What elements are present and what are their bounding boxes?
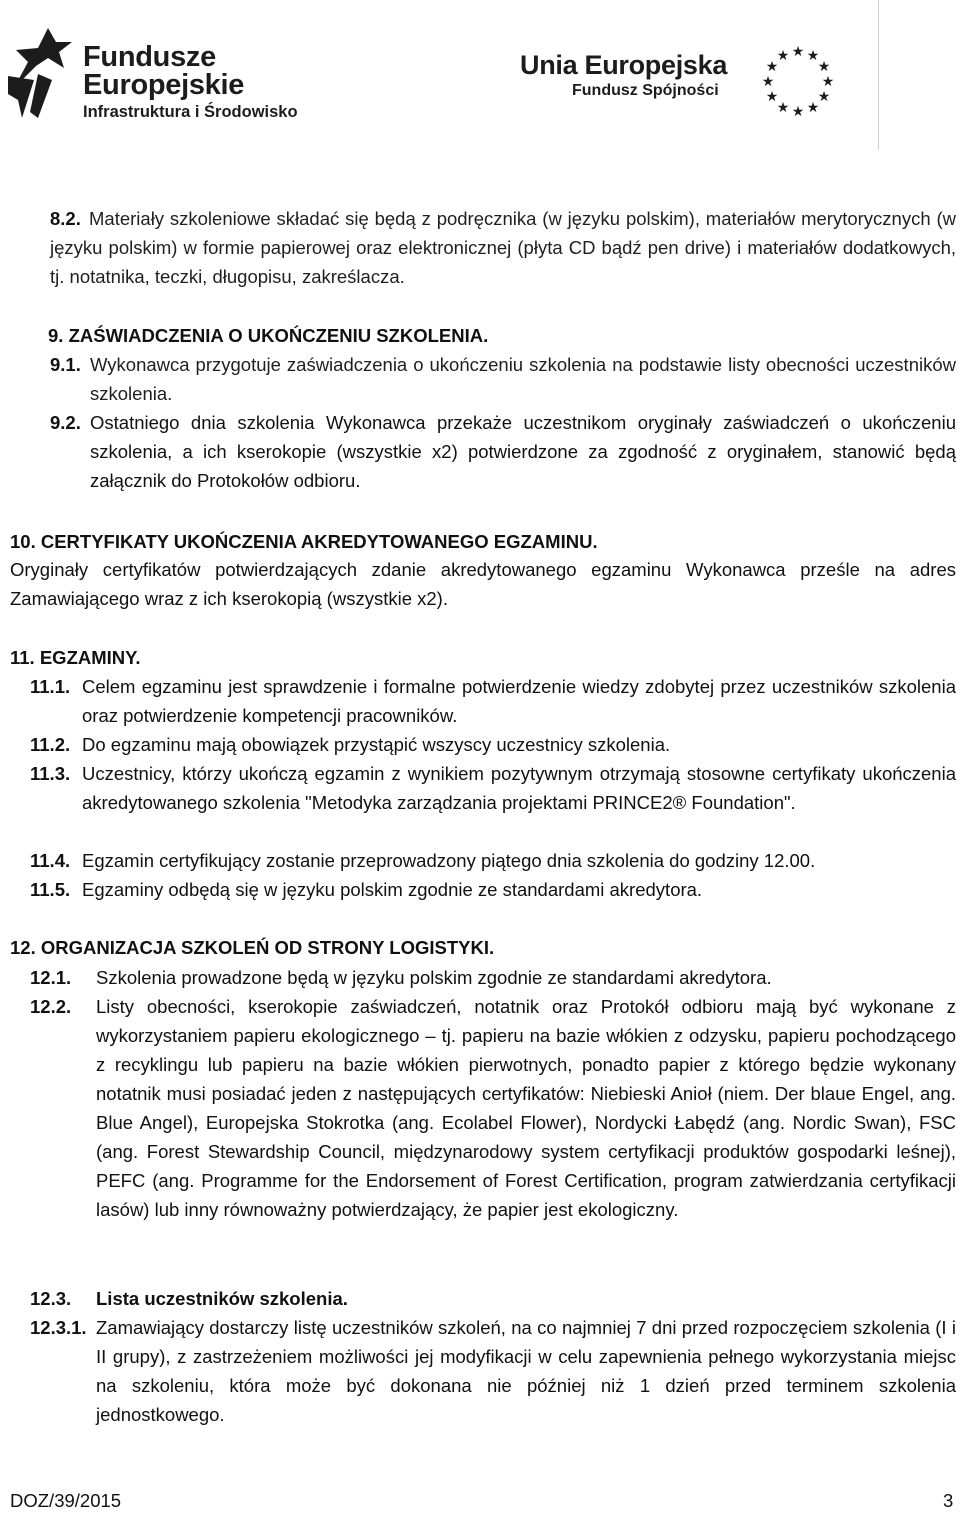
star-mark-icon	[8, 28, 74, 118]
section-text: Materiały szkoleniowe składać się będą z podręcznika (w języku polskim), materiałów merytorycznych (w języku polskim) w formie papierowej oraz elektronicznej (płyta CD bądź pen drive) i materiałów dodatkowych, tj. notatnika, teczki, długopisu, zakreślacza.	[50, 208, 956, 287]
section-text: Egzamin certyfikujący zostanie przeprowadzony piątego dnia szkolenia do godziny 12.00.	[82, 850, 816, 871]
eu-flag-icon	[738, 42, 858, 122]
section-text: Uczestnicy, którzy ukończą egzamin z wynikiem pozytywnym otrzymają stosowne certyfikaty ukończenia akredytowanego szkolenia "Metodyka zarządzania projektami PRINCE2® Foundation".	[82, 763, 956, 813]
section-number: 12.3.	[30, 1288, 72, 1309]
svg-text:★: ★	[806, 100, 820, 116]
section-number: 12.1.	[30, 967, 72, 988]
svg-text:★: ★	[817, 89, 831, 105]
svg-text:★: ★	[761, 74, 775, 90]
ue-logo-line1: Unia Europejska	[520, 50, 728, 80]
section-text: Wykonawca przygotuje zaświadczenia o ukończeniu szkolenia na podstawie listy obecności uczestników szkolenia.	[90, 354, 956, 404]
svg-text:★: ★	[806, 48, 820, 64]
section-number: 8.2.	[50, 208, 81, 229]
section-10-text: Oryginały certyfikatów potwierdzających zdanie akredytowanego egzaminu Wykonawca prześle na adres Zamawiającego wraz z ich kserokopią (wszystkie x2).	[10, 559, 956, 609]
section-text: Do egzaminu mają obowiązek przystąpić wszyscy uczestnicy szkolenia.	[82, 734, 671, 755]
section-text: Celem egzaminu jest sprawdzenie i formalne potwierdzenie wiedzy zdobytej przez uczestników szkolenia oraz potwierdzenie kompetencji pracowników.	[82, 676, 956, 726]
section-number: 11.4.	[30, 850, 71, 871]
section-text: Ostatniego dnia szkolenia Wykonawca przekaże uczestnikom oryginały zaświadczeń o ukończeniu szkolenia, a ich kserokopie (wszystkie x2) potwierdzone za zgodność z oryginałem, stanowić będą załącznik do Protokołów odbioru.	[90, 412, 956, 491]
svg-text:★: ★	[791, 44, 805, 60]
heading-12: 12. ORGANIZACJA SZKOLEŃ OD STRONY LOGISTYKI.	[10, 937, 495, 958]
section-number: 12.3.1.	[30, 1317, 87, 1338]
fundusze-europejskie-logo	[8, 28, 298, 128]
section-number: 12.2.	[30, 996, 72, 1017]
svg-text:★: ★	[776, 100, 790, 116]
fe-logo-line3: Infrastruktura i Środowisko	[83, 103, 298, 121]
fe-logo-line1: Fundusze	[83, 41, 216, 73]
svg-text:★: ★	[791, 104, 805, 120]
heading-11: 11. EGZAMINY.	[10, 647, 141, 668]
svg-text:★: ★	[765, 59, 779, 75]
section-text: Zamawiający dostarczy listę uczestników szkoleń, na co najmniej 7 dni przed rozpoczęciem szkolenia (I i II grupy), z zastrzeżeniem możliwości jej modyfikacji w celu zapewnienia pełnego wykorzystania miejsc na szkoleniu, która może być dokonana nie później niż 1 dzień przed terminem szkolenia jednostkowego.	[96, 1317, 956, 1425]
svg-text:★: ★	[821, 74, 835, 90]
section-number: 11.1.	[30, 676, 71, 697]
section-number: 11.5.	[30, 879, 71, 900]
svg-text:★: ★	[765, 89, 779, 105]
section-text: Listy obecności, kserokopie zaświadczeń, notatnik oraz Protokół odbioru mają być wykonane z wykorzystaniem papieru ekologicznego – tj. papieru na bazie włókien z odzysku, papieru pochodzącego z recyklingu lub papieru na bazie włókien pierwotnych, ponadto papier z którego będzie wykonany notatnik musi posiadać jeden z następujących certyfikatów: Niebieski Anioł (niem. Der blaue Engel, ang. Blue Angel), Europejska Stokrotka (ang. Ecolabel Flower), Nordycki Łabędź (ang. Nordic Swan), FSC (ang. Forest Stewardship Council, międzynarodowy system certyfikacji produktów gospodarki leśnej), PEFC (ang. Programme for the Endorsement of Forest Certification, program zatwierdzania certyfikacji lasów) lub inny równoważny potwierdzający, że papier jest ekologiczny.	[96, 996, 956, 1220]
ue-logo-line2: Fundusz Spójności	[572, 82, 719, 99]
fe-logo-line2: Europejskie	[83, 69, 245, 101]
section-number: 11.3.	[30, 763, 71, 784]
section-number: 11.2.	[30, 734, 71, 755]
section-text: Szkolenia prowadzone będą w języku polskim zgodnie ze standardami akredytora.	[96, 967, 772, 988]
unia-europejska-logo	[520, 40, 900, 120]
section-number: 9.1.	[50, 354, 81, 375]
heading-10: 10. CERTYFIKATY UKOŃCZENIA AKREDYTOWANEGO EGZAMINU.	[10, 531, 598, 552]
document-id: DOZ/39/2015	[10, 1490, 122, 1511]
page-number: 3	[943, 1490, 954, 1511]
heading-9: 9. ZAŚWIADCZENIA O UKOŃCZENIU SZKOLENIA.	[48, 325, 489, 346]
svg-text:★: ★	[776, 48, 790, 64]
section-number: 9.2.	[50, 412, 81, 433]
svg-text:★: ★	[817, 59, 831, 75]
page-header	[0, 0, 960, 150]
section-text: Lista uczestników szkolenia.	[96, 1288, 348, 1309]
header-divider	[878, 0, 879, 150]
section-text: Egzaminy odbędą się w języku polskim zgodnie ze standardami akredytora.	[82, 879, 703, 900]
